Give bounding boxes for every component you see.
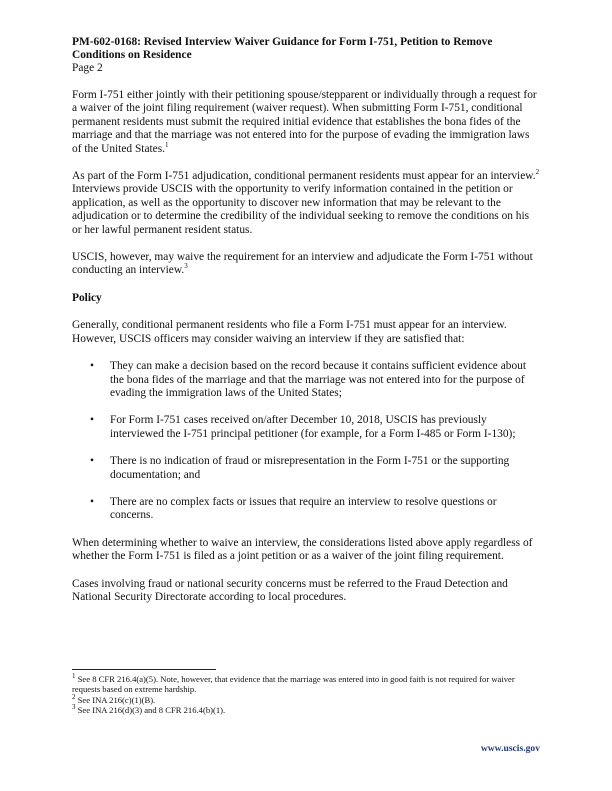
paragraph-fraud: Cases involving fraud or national security concerns must be referred to the Fraud Detection and National Security Directorate according to local procedures. (72, 577, 508, 603)
footnote-ref-1[interactable]: 1 (165, 140, 169, 149)
paragraph-interview-text-a: As part of the Form I-751 adjudication, conditional permanent residents must appear for an interview. (72, 170, 536, 183)
list-item (72, 414, 540, 441)
list-item-text: For Form I-751 cases received on/after December 10, 2018, USCIS has previously interviewed the I-751 principal petitioner (for example, for a Form I-485 or Form I-130); (110, 414, 516, 440)
bullet-icon: • (90, 495, 94, 508)
footnote-3 (72, 705, 540, 715)
footnote-1 (72, 674, 540, 695)
footnotes (72, 674, 540, 716)
footnote-ref-3[interactable]: 3 (184, 262, 188, 271)
uscis-website-link[interactable]: www.uscis.gov (480, 743, 540, 754)
footnote-number: 2 (72, 692, 76, 701)
paragraph-intro-text: Form I-751 either jointly with their petitioning spouse/stepparent or individually through a request for a waiver of the joint filing requirement (waiver request). When submitting Form I-751, conditional permanent residents must submit the required initial evidence that establishes the bona fides of the marriage and that the marriage was not entered into for the purpose of evading the immigration laws of the United States. (72, 89, 537, 155)
footnote-text: See 8 CFR 216.4(a)(5). Note, however, that evidence that the marriage was entered into in good faith is not required for waiver requests based on extreme hardship. (72, 674, 515, 695)
footnote-text: See INA 216(c)(1)(B). (75, 694, 156, 705)
section-heading-policy: Policy (72, 291, 102, 304)
bullet-icon: • (90, 414, 94, 427)
paragraph-interview-text-b: Interviews provide USCIS with the opportunity to verify information contained in the petition or application, as well as the opportunity to discover new information that may be relevant to the adjudication or to determine the credibility of the individual seeking to remove the conditions on his or her lawful permanent resident status. (72, 183, 530, 236)
list-item-text: There is no indication of fraud or misrepresentation in the Form I-751 or the supporting documentation; and (110, 455, 510, 481)
footnote-ref-2[interactable]: 2 (535, 168, 540, 177)
bullet-icon: • (90, 455, 94, 468)
list-item-text: They can make a decision based on the record because it contains sufficient evidence about the bona fides of the marriage and that the marriage was not entered into for the purpose of evading the immigration laws of the United States; (110, 360, 527, 399)
footnote-number: 1 (72, 672, 76, 681)
paragraph-policy: Generally, conditional permanent residents who file a Form I-751 must appear for an interview. However, USCIS officers may consider waiving an interview if they are satisfied that: (72, 319, 507, 345)
paragraph-considerations: When determining whether to waive an interview, the considerations listed above apply regardless of whether the Form I-751 is filed as a joint petition or as a waiver of the joint filing requirement. (72, 536, 533, 563)
footnote-divider (72, 669, 216, 670)
list-item (72, 360, 540, 400)
footnote-text: See INA 216(d)(3) and 8 CFR 216.4(b)(1). (75, 705, 226, 716)
page-number: Page 2 (72, 62, 103, 74)
list-item (72, 496, 540, 523)
document-page (72, 36, 540, 604)
bullet-icon: • (90, 360, 94, 373)
paragraph-interview (72, 170, 540, 237)
paragraph-waive-text: USCIS, however, may waive the requirement for an interview and adjudicate the Form I-751 without conducting an interview. (72, 251, 533, 277)
list-item-text: There are no complex facts or issues that require an interview to resolve questions or concerns. (110, 495, 497, 522)
paragraph-intro (72, 89, 540, 156)
paragraph-waive (72, 251, 540, 278)
memo-title: PM-602-0168: Revised Interview Waiver Guidance for Form I-751, Petition to Remove Conditions on Residence (72, 36, 493, 61)
criteria-list (72, 360, 540, 523)
footnote-2 (72, 692, 540, 705)
list-item (72, 455, 540, 482)
footnote-number: 3 (72, 703, 76, 712)
